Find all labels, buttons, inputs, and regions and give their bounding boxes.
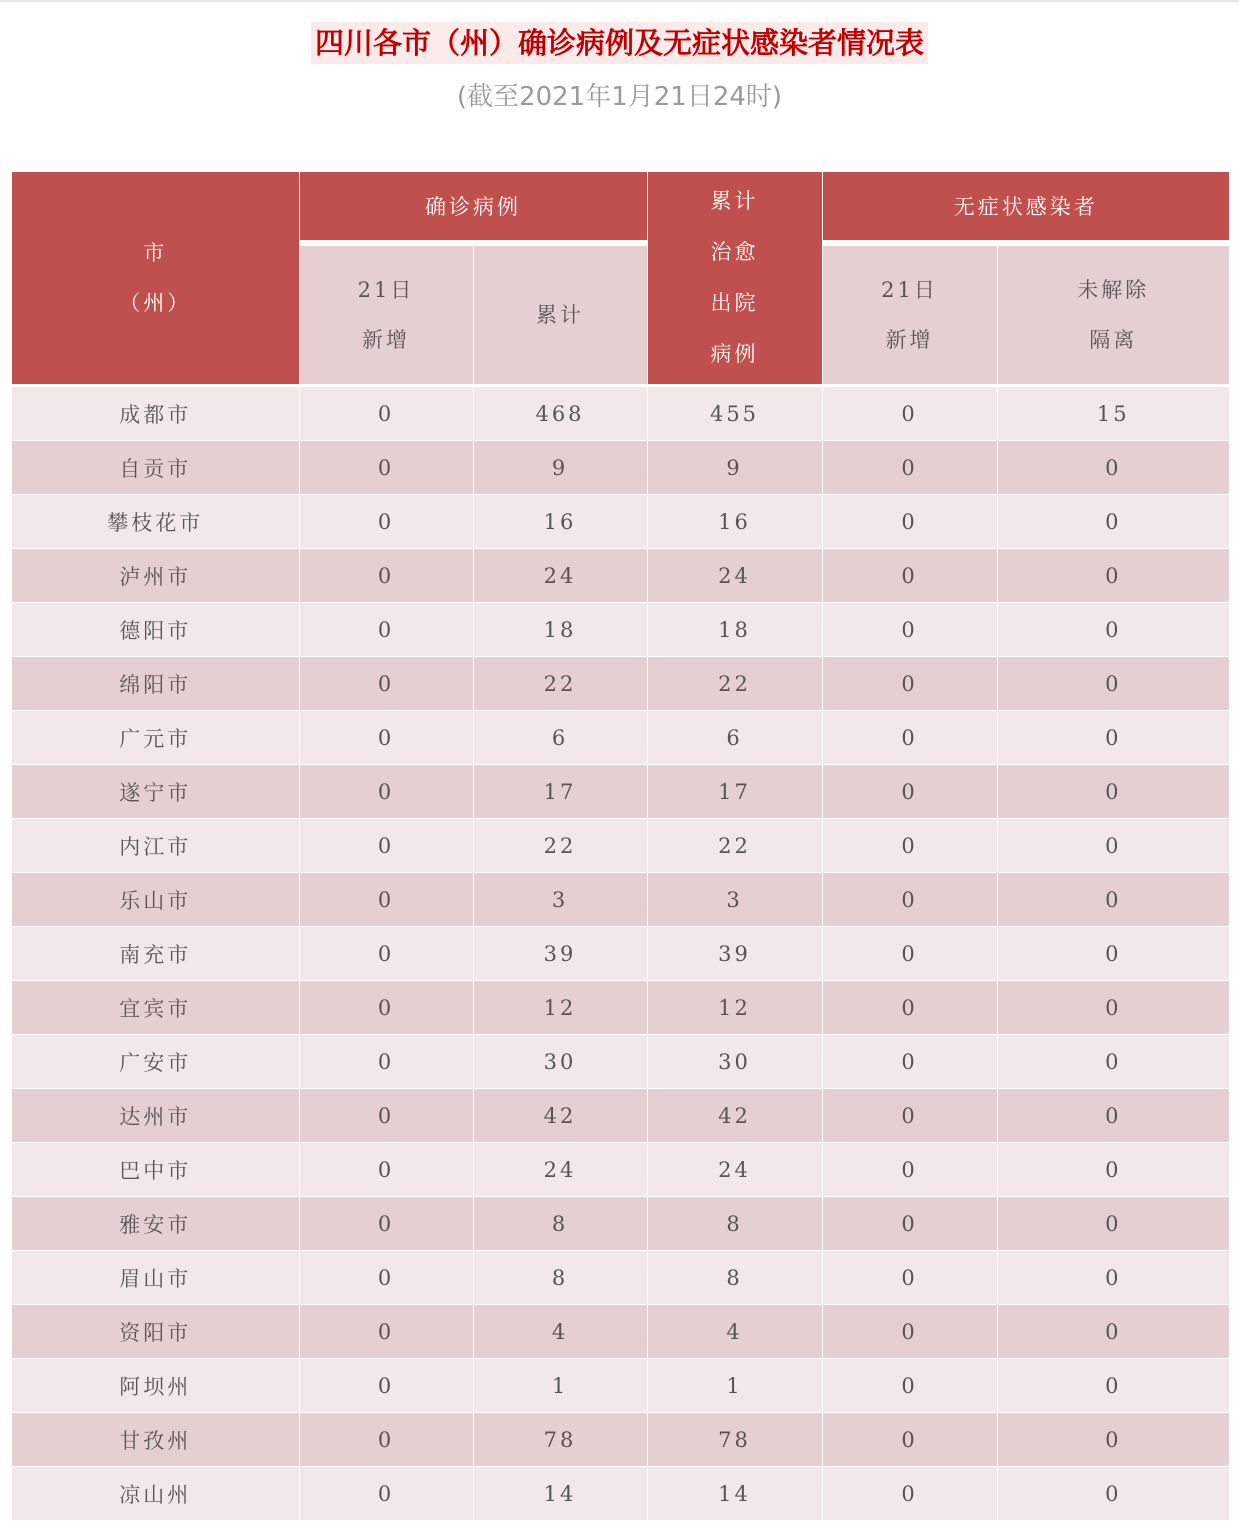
- new-cases-cell: 0: [299, 657, 473, 711]
- new-cases-cell: 0: [299, 1467, 473, 1521]
- city-cell: 自贡市: [12, 441, 299, 495]
- cured-cell: 3: [647, 873, 822, 927]
- cured-cell: 22: [647, 657, 822, 711]
- table-row: [12, 386, 1229, 441]
- header-asym-new: [822, 243, 997, 386]
- asym-isolated-cell: 0: [997, 819, 1229, 873]
- asym-new-cell: 0: [822, 1035, 997, 1089]
- table-row: [12, 1467, 1229, 1521]
- city-cell: 乐山市: [12, 873, 299, 927]
- table-row: [12, 765, 1229, 819]
- cured-cell: 12: [647, 981, 822, 1035]
- new-cases-cell: 0: [299, 927, 473, 981]
- cured-cell: 6: [647, 711, 822, 765]
- asym-new-cell: 0: [822, 657, 997, 711]
- cumulative-cell: 17: [473, 765, 647, 819]
- new-cases-cell: 0: [299, 1251, 473, 1305]
- asym-isolated-cell: 0: [997, 657, 1229, 711]
- new-cases-cell: 0: [299, 981, 473, 1035]
- city-cell: 巴中市: [12, 1143, 299, 1197]
- city-cell: 内江市: [12, 819, 299, 873]
- city-cell: 遂宁市: [12, 765, 299, 819]
- new-cases-cell: 0: [299, 386, 473, 441]
- city-cell: 凉山州: [12, 1467, 299, 1521]
- cured-cell: 39: [647, 927, 822, 981]
- city-cell: 雅安市: [12, 1197, 299, 1251]
- cumulative-cell: 8: [473, 1251, 647, 1305]
- cured-cell: 4: [647, 1305, 822, 1359]
- cumulative-cell: 42: [473, 1089, 647, 1143]
- header-new-line1: 21日: [357, 278, 415, 302]
- new-cases-cell: 0: [299, 1089, 473, 1143]
- table-row: [12, 1359, 1229, 1413]
- asym-isolated-cell: 0: [997, 1197, 1229, 1251]
- cumulative-cell: 468: [473, 386, 647, 441]
- new-cases-cell: 0: [299, 603, 473, 657]
- asym-new-cell: 0: [822, 711, 997, 765]
- top-divider: [0, 0, 1239, 2]
- asym-new-cell: 0: [822, 441, 997, 495]
- cumulative-cell: 24: [473, 549, 647, 603]
- asym-isolated-cell: 0: [997, 1089, 1229, 1143]
- cumulative-cell: 6: [473, 711, 647, 765]
- asym-new-cell: 0: [822, 1143, 997, 1197]
- asym-isolated-cell: 0: [997, 1305, 1229, 1359]
- cumulative-cell: 4: [473, 1305, 647, 1359]
- asym-new-cell: 0: [822, 495, 997, 549]
- city-cell: 甘孜州: [12, 1413, 299, 1467]
- cumulative-cell: 24: [473, 1143, 647, 1197]
- asym-isolated-cell: 15: [997, 386, 1229, 441]
- header-cured-line1: 累计: [710, 189, 759, 213]
- asym-isolated-cell: 0: [997, 981, 1229, 1035]
- asym-new-cell: 0: [822, 1413, 997, 1467]
- cumulative-cell: 9: [473, 441, 647, 495]
- cumulative-cell: 22: [473, 819, 647, 873]
- asym-isolated-cell: 0: [997, 873, 1229, 927]
- cured-cell: 24: [647, 549, 822, 603]
- new-cases-cell: 0: [299, 1197, 473, 1251]
- header-asym-new-line1: 21日: [881, 278, 938, 302]
- header-new-cases: [299, 243, 473, 386]
- page-subtitle: (截至2021年1月21日24时): [456, 82, 783, 112]
- city-cell: 南充市: [12, 927, 299, 981]
- new-cases-cell: 0: [299, 495, 473, 549]
- cumulative-cell: 39: [473, 927, 647, 981]
- city-cell: 攀枝花市: [12, 495, 299, 549]
- new-cases-cell: 0: [299, 441, 473, 495]
- asym-new-cell: 0: [822, 1251, 997, 1305]
- asym-new-cell: 0: [822, 765, 997, 819]
- cured-cell: 8: [647, 1251, 822, 1305]
- asym-isolated-cell: 0: [997, 1413, 1229, 1467]
- table-row: [12, 873, 1229, 927]
- header-new-line2: 新增: [362, 328, 410, 352]
- table-row: [12, 1035, 1229, 1089]
- header-city: [12, 172, 299, 386]
- city-cell: 眉山市: [12, 1251, 299, 1305]
- header-cumulative: 累计: [473, 243, 647, 386]
- new-cases-cell: 0: [299, 819, 473, 873]
- table-row: [12, 1197, 1229, 1251]
- asym-new-cell: 0: [822, 819, 997, 873]
- new-cases-cell: 0: [299, 1413, 473, 1467]
- cumulative-cell: 16: [473, 495, 647, 549]
- cumulative-cell: 14: [473, 1467, 647, 1521]
- asym-new-cell: 0: [822, 873, 997, 927]
- cumulative-cell: 3: [473, 873, 647, 927]
- table-row: [12, 819, 1229, 873]
- asym-isolated-cell: 0: [997, 765, 1229, 819]
- header-city-line2: （州）: [119, 291, 192, 315]
- cured-cell: 455: [647, 386, 822, 441]
- asym-isolated-cell: 0: [997, 1467, 1229, 1521]
- asym-new-cell: 0: [822, 549, 997, 603]
- city-cell: 德阳市: [12, 603, 299, 657]
- cured-cell: 16: [647, 495, 822, 549]
- header-confirmed-group: 确诊病例: [299, 172, 647, 243]
- cured-cell: 18: [647, 603, 822, 657]
- asym-new-cell: 0: [822, 1089, 997, 1143]
- page-title-text: 四川各市（州）确诊病例及无症状感染者情况表: [311, 22, 928, 64]
- city-cell: 资阳市: [12, 1305, 299, 1359]
- city-cell: 绵阳市: [12, 657, 299, 711]
- cured-cell: 1: [647, 1359, 822, 1413]
- asym-isolated-cell: 0: [997, 1035, 1229, 1089]
- header-asym-isolation-line2: 隔离: [1089, 328, 1138, 352]
- header-cured-line2: 治愈: [710, 240, 759, 264]
- statistics-table: [12, 172, 1229, 1520]
- header-cured-line3: 出院: [710, 291, 759, 315]
- asym-new-cell: 0: [822, 1467, 997, 1521]
- asym-new-cell: 0: [822, 1197, 997, 1251]
- new-cases-cell: 0: [299, 1143, 473, 1197]
- city-cell: 广元市: [12, 711, 299, 765]
- table-row: [12, 441, 1229, 495]
- cumulative-cell: 18: [473, 603, 647, 657]
- asym-isolated-cell: 0: [997, 927, 1229, 981]
- city-cell: 成都市: [12, 386, 299, 441]
- cumulative-cell: 78: [473, 1413, 647, 1467]
- header-asym-isolation-line1: 未解除: [1077, 278, 1150, 302]
- city-cell: 阿坝州: [12, 1359, 299, 1413]
- asym-isolated-cell: 0: [997, 603, 1229, 657]
- table-row: [12, 1305, 1229, 1359]
- asym-isolated-cell: 0: [997, 1359, 1229, 1413]
- new-cases-cell: 0: [299, 549, 473, 603]
- table-row: [12, 495, 1229, 549]
- city-cell: 宜宾市: [12, 981, 299, 1035]
- table-row: [12, 1143, 1229, 1197]
- cured-cell: 42: [647, 1089, 822, 1143]
- new-cases-cell: 0: [299, 711, 473, 765]
- header-city-line1: 市: [143, 241, 168, 265]
- cured-cell: 17: [647, 765, 822, 819]
- asym-isolated-cell: 0: [997, 495, 1229, 549]
- header-cured: [647, 172, 822, 386]
- asym-isolated-cell: 0: [997, 1251, 1229, 1305]
- asym-new-cell: 0: [822, 1305, 997, 1359]
- header-cured-line4: 病例: [710, 342, 759, 366]
- cumulative-cell: 1: [473, 1359, 647, 1413]
- table-row: [12, 981, 1229, 1035]
- table-row: [12, 657, 1229, 711]
- city-cell: 广安市: [12, 1035, 299, 1089]
- cured-cell: 14: [647, 1467, 822, 1521]
- cumulative-cell: 30: [473, 1035, 647, 1089]
- page-title: [0, 22, 1239, 64]
- city-cell: 达州市: [12, 1089, 299, 1143]
- table-row: [12, 1089, 1229, 1143]
- asym-new-cell: 0: [822, 386, 997, 441]
- header-asym-isolation: [997, 243, 1229, 386]
- new-cases-cell: 0: [299, 1035, 473, 1089]
- header-asymptomatic-group: 无症状感染者: [822, 172, 1229, 243]
- cured-cell: 30: [647, 1035, 822, 1089]
- header-asym-new-line2: 新增: [885, 328, 934, 352]
- asym-isolated-cell: 0: [997, 1143, 1229, 1197]
- cured-cell: 8: [647, 1197, 822, 1251]
- cured-cell: 78: [647, 1413, 822, 1467]
- asym-new-cell: 0: [822, 603, 997, 657]
- cured-cell: 24: [647, 1143, 822, 1197]
- table-row: [12, 1413, 1229, 1467]
- cumulative-cell: 8: [473, 1197, 647, 1251]
- cured-cell: 9: [647, 441, 822, 495]
- cumulative-cell: 22: [473, 657, 647, 711]
- asym-isolated-cell: 0: [997, 711, 1229, 765]
- city-cell: 泸州市: [12, 549, 299, 603]
- table-row: [12, 1251, 1229, 1305]
- table-row: [12, 927, 1229, 981]
- new-cases-cell: 0: [299, 873, 473, 927]
- new-cases-cell: 0: [299, 1359, 473, 1413]
- cumulative-cell: 12: [473, 981, 647, 1035]
- asym-new-cell: 0: [822, 981, 997, 1035]
- table-body: [12, 386, 1229, 1521]
- new-cases-cell: 0: [299, 1305, 473, 1359]
- table-row: [12, 711, 1229, 765]
- new-cases-cell: 0: [299, 765, 473, 819]
- asym-new-cell: 0: [822, 927, 997, 981]
- table-row: [12, 603, 1229, 657]
- table-row: [12, 549, 1229, 603]
- asym-isolated-cell: 0: [997, 441, 1229, 495]
- asym-new-cell: 0: [822, 1359, 997, 1413]
- asym-isolated-cell: 0: [997, 549, 1229, 603]
- cured-cell: 22: [647, 819, 822, 873]
